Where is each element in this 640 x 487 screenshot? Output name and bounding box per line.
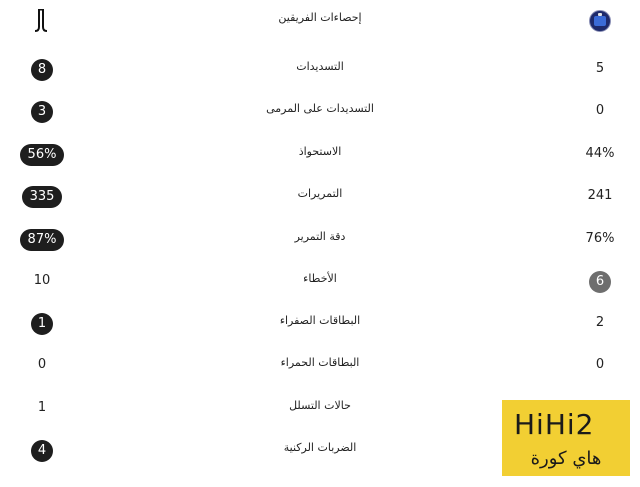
stat-left-value: 10: [33, 273, 51, 288]
stat-right-value: 44%: [585, 146, 615, 161]
stat-right-value: 5: [595, 61, 605, 76]
stat-right-value: 6: [572, 271, 628, 291]
stat-right-value: 0: [595, 103, 605, 118]
stat-label: البطاقات الحمراء: [280, 356, 360, 369]
stat-left-value: 87%: [14, 229, 70, 249]
watermark-arabic-text: هاي كورة: [530, 448, 602, 469]
stat-label: الأخطاء: [303, 272, 337, 285]
stat-left-value: 335: [14, 186, 70, 206]
header-title: إحصاءات الفريقين: [278, 11, 362, 24]
stat-label: البطاقات الصفراء: [279, 314, 361, 327]
stat-left-value: 1: [37, 400, 47, 415]
stat-left-value: 8: [14, 59, 70, 79]
stat-label: التسديدات: [296, 60, 344, 73]
stat-left-value: 3: [14, 101, 70, 121]
stat-row-shots-on-target: [0, 89, 640, 131]
stat-row-red-cards: [0, 343, 640, 385]
stat-label: الضربات الركنية: [283, 441, 357, 454]
stat-left-value: 4: [14, 440, 70, 460]
stats-header: [0, 0, 640, 42]
stat-left-value: 0: [37, 357, 47, 372]
stat-row-passes: [0, 174, 640, 216]
stat-row-pass-accuracy: [0, 217, 640, 259]
stat-row-fouls: [0, 259, 640, 301]
stat-row-possession: [0, 132, 640, 174]
stat-left-value: 56%: [14, 144, 70, 164]
stat-row-yellow-cards: [0, 301, 640, 343]
stat-right-value: 0: [595, 357, 605, 372]
watermark-wordmark: HiHi2: [514, 408, 595, 441]
stat-right-value: 2: [595, 315, 605, 330]
stat-label: حالات التسلل: [289, 399, 351, 412]
stat-label: دقة التمرير: [294, 230, 346, 243]
stat-label: الاستحواذ: [298, 145, 342, 158]
stat-label: التسديدات على المرمى: [266, 102, 374, 115]
stat-right-value: 76%: [585, 231, 615, 246]
pisa-crest-icon: [589, 10, 611, 32]
stat-row-shots: [0, 47, 640, 89]
stat-label: التمريرات: [297, 187, 343, 200]
stat-left-value: 1: [14, 313, 70, 333]
stat-right-value: 241: [587, 188, 613, 203]
site-watermark-logo: [502, 400, 630, 476]
